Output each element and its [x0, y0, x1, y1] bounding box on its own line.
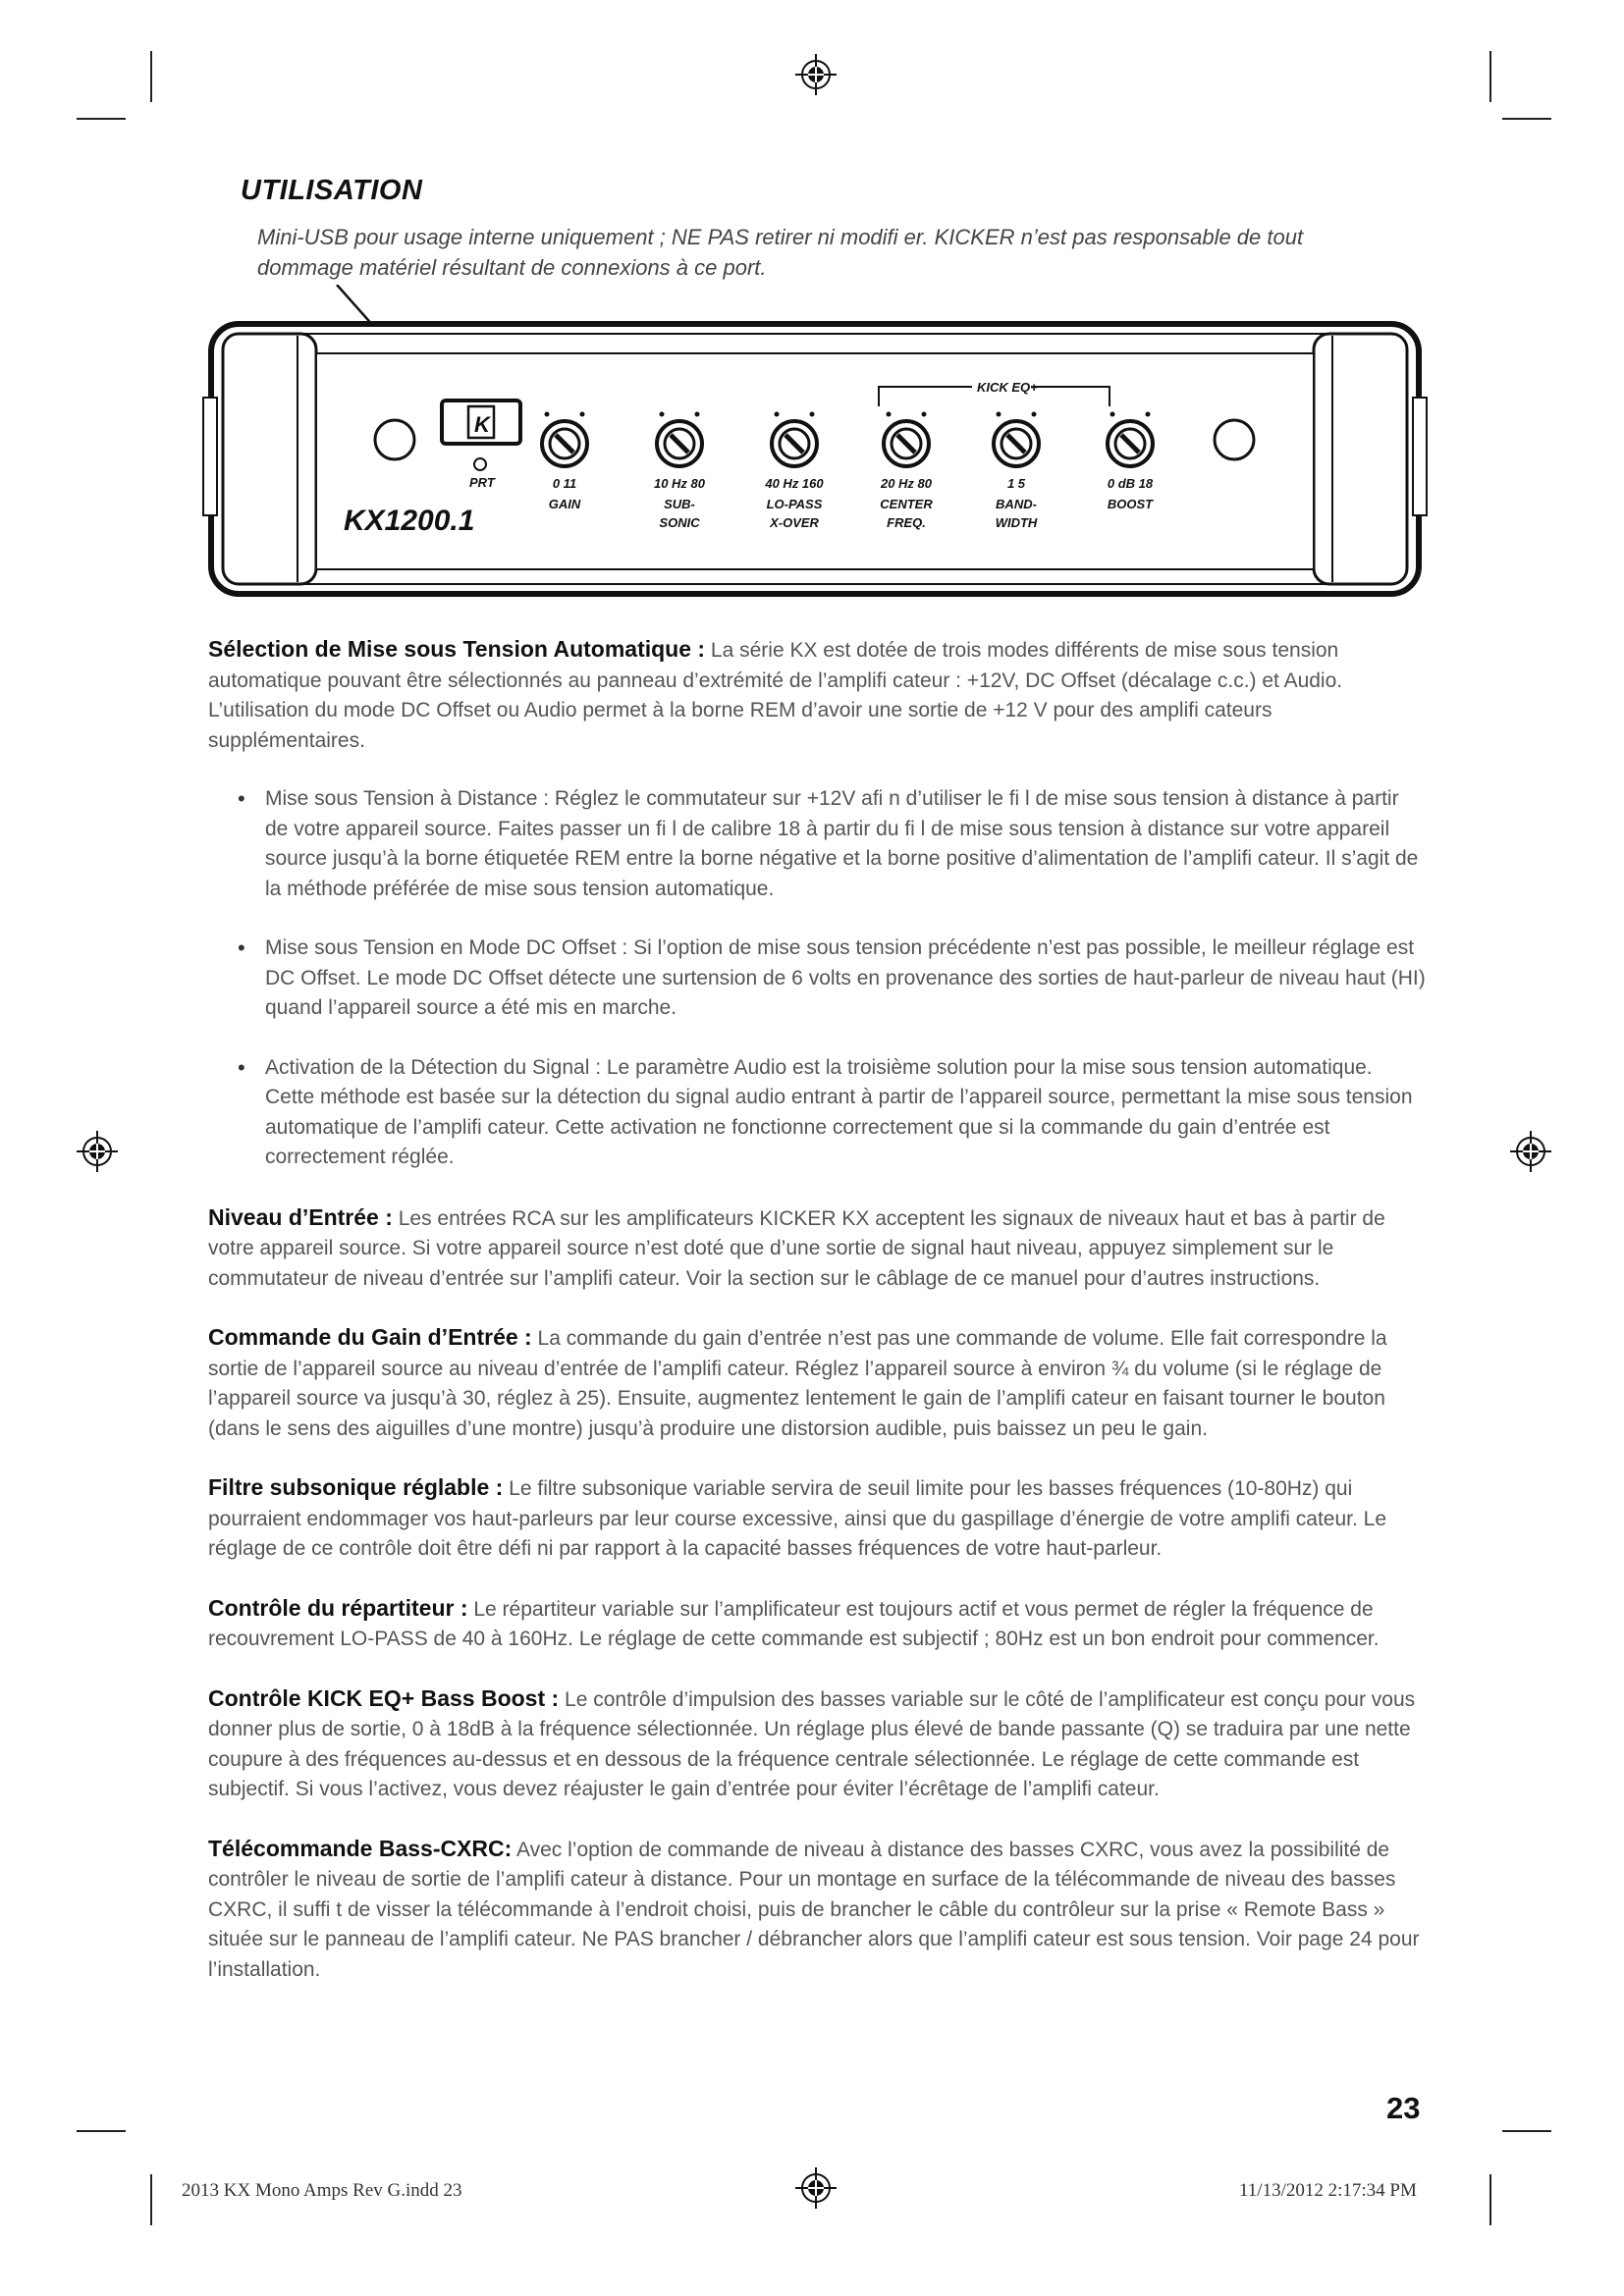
scale-dot — [695, 412, 700, 417]
knob-sublabel: WIDTH — [995, 515, 1038, 530]
paragraph-text: Le contrôle d’impulsion des basses variable sur le côté de l’amplificateur est conçu pour vous donner plus de sortie, 0 à 18dB à la fréquence sélectionnée. Un réglage plus élevé de bande passante (Q) se traduira par une nette coupure à des fréquences au-dessus et en dessous de la fréquence centrale sélectionnée. Le réglage de cette commande est subjectif. Si vous l’activez, vous devez réajuster le gain d’entrée pour éviter l’écrêtage de l’amplifi cateur. — [208, 1687, 1416, 1800]
amplifier-panel-illustration — [201, 285, 1429, 618]
scale-dot — [775, 412, 780, 417]
knob-scale-label: 1 5 — [1006, 476, 1026, 491]
scale-dot — [660, 412, 665, 417]
paragraph-auto-turn-on — [208, 634, 1426, 756]
knob-scale-label: 10 Hz 80 — [653, 476, 706, 491]
list-item-text: Mise sous Tension en Mode DC Offset : Si l’option de mise sous tension précédente n’est pas possible, le meilleur réglage est DC Offset. Le mode DC Offset détecte une surtension de 6 volts en provenance des sorties de haut-parleur de niveau haut (HI) quand l’appareil source a été mis en marche. — [265, 936, 1426, 1019]
crop-mark — [1489, 51, 1491, 102]
knob-label: BAND- — [996, 497, 1037, 511]
paragraph-text: Le répartiteur variable sur l’amplificateur est toujours actif et vous permet de régler la fréquence de recouvrement LO-PASS de 40 à 160Hz. Le réglage de cette commande est subjectif ; 80Hz est un bon endroit pour commencer. — [208, 1597, 1380, 1650]
knob-label: BOOST — [1107, 497, 1154, 511]
paragraph-heading: Filtre subsonique réglable : — [208, 1474, 504, 1500]
paragraph-heading: Contrôle KICK EQ+ Bass Boost : — [208, 1684, 560, 1711]
kick-eq-label: KICK EQ+ — [977, 380, 1038, 395]
scale-dot — [1032, 412, 1037, 417]
paragraph-bass-remote — [208, 1834, 1426, 1986]
paragraph-heading: Télécommande Bass-CXRC: — [208, 1835, 513, 1861]
model-label: KX1200.1 — [344, 505, 475, 537]
screw-icon — [1215, 420, 1254, 459]
prt-label: PRT — [469, 475, 495, 490]
knob-label: CENTER — [880, 497, 933, 511]
control-knob[interactable] — [1108, 412, 1154, 512]
crop-mark — [1502, 118, 1551, 120]
paragraph-text: La commande du gain d’entrée n’est pas une commande de volume. Elle fait correspondre la sortie de l’appareil source au niveau d’entrée de l’amplifi cateur. Réglez l’appareil source à environ ¾ du volume (si le réglage de l’appareil source va jusqu’à 30, réglez à 25). Ensuite, augmentez lentement le gain de l’amplifi cateur en faisant tourner le bouton (dans le sens des aiguilles d’une montre) jusqu’à produire une distorsion audible, puis baissez un peu le gain. — [208, 1327, 1387, 1440]
scale-dot — [887, 412, 892, 417]
list-item-text: Mise sous Tension à Distance : Réglez le commutateur sur +12V afi n d’utiliser le fi l de mise sous tension à distance à partir de votre appareil source. Faites passer un fi l de calibre 18 à partir du fi l de mise sous tension à distance sur votre appareil source jusqu’à la borne étiquetée REM entre la borne négative et la borne positive d’alimentation de l’amplifi cateur. Il s’agit de la méthode préférée de mise sous tension automatique. — [265, 787, 1419, 900]
print-slug-timestamp: 11/13/2012 2:17:34 PM — [1239, 2180, 1417, 2201]
paragraph-input-gain — [208, 1322, 1426, 1444]
bullet-icon: • — [238, 935, 245, 960]
registration-mark-icon — [795, 54, 837, 95]
crop-mark — [1502, 2130, 1551, 2132]
body-text — [208, 634, 1426, 2013]
paragraph-text: Les entrées RCA sur les amplificateurs KICKER KX acceptent les signaux de niveaux haut et bas à partir de votre appareil source. Si votre appareil source n’est doté que d’une sortie de signal haut niveau, appuyez simplement sur le commutateur de niveau d’entrée sur l’amplifi cateur. Voir la section sur le câblage de ce manuel pour d’autres instructions. — [208, 1206, 1385, 1290]
print-slug-filename: 2013 KX Mono Amps Rev G.indd 23 — [182, 2180, 462, 2201]
scale-dot — [1110, 412, 1115, 417]
paragraph-kick-eq — [208, 1683, 1426, 1805]
knob-sublabel: X-OVER — [770, 515, 819, 530]
knob-label: GAIN — [548, 497, 581, 511]
paragraph-text: Avec l’option de commande de niveau à distance des basses CXRC, vous avez la possibilité de contrôler le niveau de sortie de l’amplifi cateur à distance. Pour un montage en surface de la télécommande de niveau des basses CXRC, il suffi t de visser la télécommande à l’endroit choisi, puis de brancher le câble du contrôleur sur la prise « Remote Bass » située sur le panneau de l’amplifi cateur. Ne PAS brancher / débrancher alors que l’amplifi cateur est sous tension. Voir page 24 pour l’installation. — [208, 1838, 1420, 1981]
screw-icon — [375, 420, 414, 459]
knob-sublabel: FREQ. — [887, 515, 926, 530]
registration-mark-icon — [1510, 1131, 1551, 1172]
svg-text:K: K — [474, 412, 490, 437]
usb-note: Mini-USB pour usage interne uniquement ; NE PAS retirer ni modifi er. KICKER n’est pas responsable de tout dommage matériel résultant de connexions à ce port. — [257, 225, 1304, 280]
control-knob[interactable] — [542, 412, 587, 512]
crop-mark — [1489, 2174, 1491, 2225]
list-item — [238, 1053, 1426, 1173]
list-item — [238, 784, 1426, 904]
scale-dot — [997, 412, 1001, 417]
section-title: UTILISATION — [241, 175, 423, 206]
prt-led-icon — [474, 458, 486, 470]
knob-label: SUB- — [664, 497, 695, 511]
paragraph-text: La série KX est dotée de trois modes différents de mise sous tension automatique pouvant être sélectionnés au panneau d’extrémité de l’amplifi cateur : +12V, DC Offset (décalage c.c.) et Audio. L’utilisation du mode DC Offset ou Audio permet à la borne REM d’avoir une sortie de +12 V pour des amplifi cateurs supplémentaires. — [208, 639, 1343, 752]
bullet-icon: • — [238, 786, 245, 811]
paragraph-subsonic-filter — [208, 1472, 1426, 1565]
list-item-text: Activation de la Détection du Signal : Le paramètre Audio est la troisième solution pour la mise sous tension automatique. Cette méthode est basée sur la détection du signal audio entrant à partir de l’appareil source, permettant la mise sous tension automatique de l’amplifi cateur. Cette activation ne fonctionne correctement que si la commande du gain d’entrée est correctement réglée. — [265, 1055, 1413, 1168]
paragraph-crossover — [208, 1593, 1426, 1655]
scale-dot — [810, 412, 815, 417]
crop-mark — [150, 2174, 152, 2225]
page-number: 23 — [1386, 2091, 1421, 2125]
knob-label: LO-PASS — [766, 497, 823, 511]
knob-scale-label: 20 Hz 80 — [880, 476, 933, 491]
paragraph-input-level — [208, 1202, 1426, 1295]
knob-scale-label: 0 11 — [552, 476, 577, 491]
scale-dot — [1146, 412, 1151, 417]
knob-sublabel: SONIC — [659, 515, 700, 530]
paragraph-text: Le filtre subsonique variable servira de seuil limite pour les basses fréquences (10-80Hz) qui pourraient endommager vos haut-parleurs par leur course excessive, ainsi que du gaspillage d’énergie de votre amplifi cateur. Le réglage de ce contrôle doit être défi ni par rapport à la capacité basses fréquences de votre haut-parleur. — [208, 1477, 1387, 1560]
crop-mark — [150, 51, 152, 102]
scale-dot — [922, 412, 927, 417]
knob-scale-label: 40 Hz 160 — [765, 476, 824, 491]
paragraph-heading: Sélection de Mise sous Tension Automatique : — [208, 636, 706, 662]
turn-on-modes-list — [208, 784, 1426, 1173]
registration-mark-icon — [795, 2167, 837, 2209]
list-item — [238, 934, 1426, 1024]
crop-mark — [77, 2130, 126, 2132]
knob-scale-label: 0 dB 18 — [1107, 476, 1154, 491]
bullet-icon: • — [238, 1054, 245, 1080]
paragraph-heading: Commande du Gain d’Entrée : — [208, 1324, 532, 1350]
crop-mark — [77, 118, 126, 120]
registration-mark-icon — [77, 1131, 118, 1172]
paragraph-heading: Niveau d’Entrée : — [208, 1203, 393, 1230]
scale-dot — [580, 412, 585, 417]
paragraph-heading: Contrôle du répartiteur : — [208, 1594, 468, 1621]
scale-dot — [545, 412, 550, 417]
